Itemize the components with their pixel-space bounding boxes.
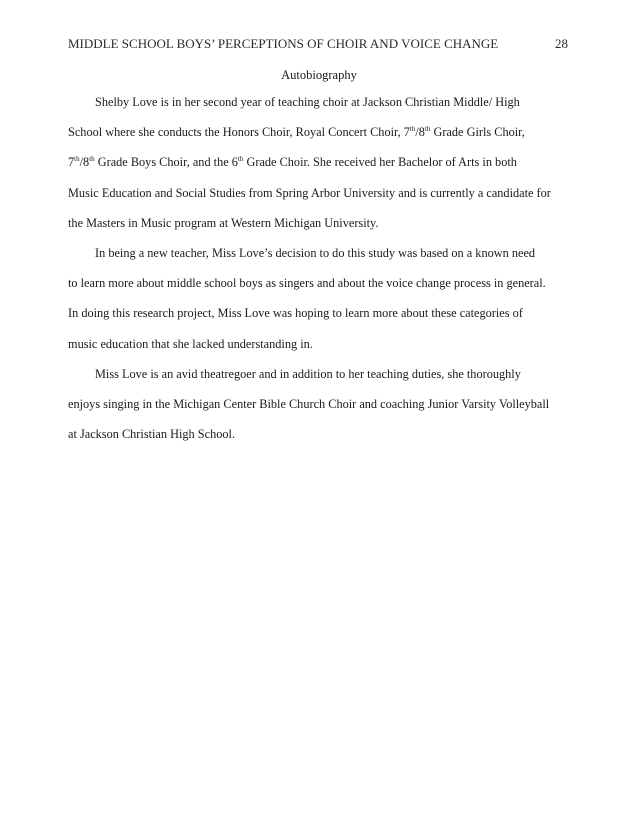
text-line: the Masters in Music program at Western Michigan University. <box>68 215 379 230</box>
section-title: Autobiography <box>281 68 357 82</box>
text-line: music education that she lacked understanding in. <box>68 336 313 351</box>
superscript: th <box>74 155 80 164</box>
superscript: th <box>424 125 431 134</box>
paragraph-1 <box>68 87 573 238</box>
text-line: enjoys singing in the Michigan Center Bible Church Choir and coaching Junior Varsity Volleyball <box>68 397 550 412</box>
text-line: to learn more about middle school boys as singers and about the voice change process in general. <box>68 276 546 291</box>
running-head: MIDDLE SCHOOL BOYS’ PERCEPTIONS OF CHOIR AND VOICE CHANGE <box>68 36 499 51</box>
text-line: Miss Love is an avid theatregoer and in addition to her teaching duties, she thoroughly <box>95 366 521 381</box>
text-line: Music Education and Social Studies from Spring Arbor University and is currently a candidate for <box>68 185 551 200</box>
page-number: 28 <box>555 36 568 51</box>
text-line: 7th/8th Grade Boys Choir, and the 6th Grade Choir. She received her Bachelor of Arts in both <box>68 155 517 170</box>
text-line: Shelby Love is in her second year of teaching choir at Jackson Christian Middle/ High <box>95 95 520 109</box>
text-line: School where she conducts the Honors Choir, Royal Concert Choir, 7th/8th Grade Girls Choir, <box>68 125 525 140</box>
text-line: In doing this research project, Miss Love was hoping to learn more about these categories of <box>68 306 523 321</box>
superscript: th <box>89 155 95 164</box>
paragraph-3 <box>68 359 573 450</box>
text-line: at Jackson Christian High School. <box>68 427 236 442</box>
superscript: th <box>409 125 416 134</box>
paragraph-2 <box>68 238 573 359</box>
body-text <box>68 87 573 449</box>
superscript: th <box>237 155 244 164</box>
text-line: In being a new teacher, Miss Love’s decision to do this study was based on a known need <box>95 246 536 261</box>
